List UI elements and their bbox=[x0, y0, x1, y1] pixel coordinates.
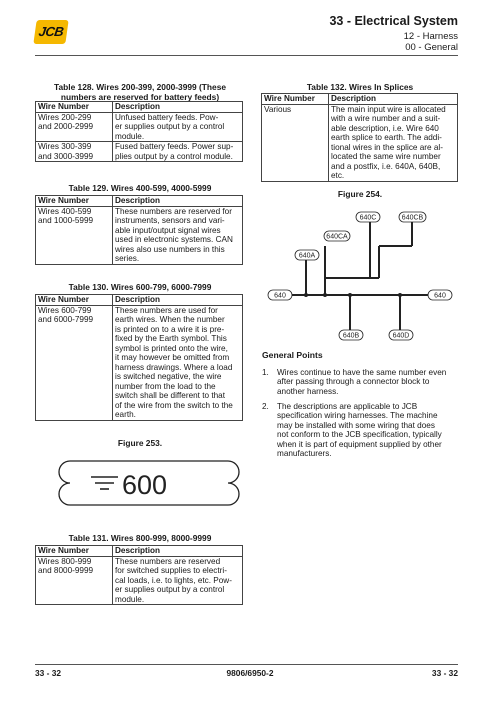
tag-640ca-text: 640CA bbox=[326, 233, 348, 241]
wire-number-cell bbox=[36, 206, 113, 264]
cell-line: The main input wire is allocated bbox=[331, 104, 446, 114]
cell-line: and 1000-5999 bbox=[38, 216, 94, 225]
col-header-wire-number: Wire Number bbox=[36, 546, 113, 557]
list-item bbox=[262, 368, 458, 396]
caption-line: numbers are reserved for battery feeds) bbox=[60, 92, 220, 102]
table-row bbox=[36, 556, 243, 605]
cell-line: and 6000-7999 bbox=[38, 315, 94, 324]
page-number-left: 33 - 32 bbox=[35, 668, 62, 678]
page-number-right: 33 - 32 bbox=[431, 668, 458, 678]
earth-symbol-icon bbox=[91, 477, 118, 489]
section-subtitle-2: 00 - General bbox=[405, 42, 458, 53]
cell-line: symbol is printed onto the wire, bbox=[115, 343, 228, 353]
table-128-caption bbox=[37, 82, 243, 102]
cell-line: earth. bbox=[115, 410, 136, 419]
text-line: after passing through a connector block to bbox=[277, 377, 430, 387]
col-header-description: Description bbox=[113, 196, 243, 207]
cell-line: Unfused battery feeds. Pow- bbox=[115, 112, 219, 122]
description-cell bbox=[113, 556, 243, 605]
tag-640-left-text: 640 bbox=[274, 292, 286, 300]
cell-line: These numbers are used for bbox=[115, 305, 218, 315]
wire-tags bbox=[268, 212, 452, 340]
cell-line: able description, i.e. Wire 640 bbox=[331, 123, 439, 133]
table-row bbox=[36, 305, 243, 420]
table-130 bbox=[35, 294, 243, 421]
cell-line: and a postfix, i.e. 640A, 640B, bbox=[331, 161, 441, 171]
jcb-logo bbox=[33, 20, 68, 44]
tag-640b-text: 640B bbox=[342, 332, 360, 340]
table-132 bbox=[261, 93, 458, 182]
figure-253-wire-label bbox=[58, 458, 240, 508]
cell-line: Wires 800-999 bbox=[38, 556, 92, 566]
section-subtitle-1: 12 - Harness bbox=[403, 31, 458, 42]
col-header-description: Description bbox=[113, 295, 243, 306]
description-cell bbox=[113, 142, 243, 162]
list-item-number: 1. bbox=[262, 368, 269, 377]
list-item-text bbox=[277, 402, 458, 458]
cell-line: series. bbox=[115, 254, 140, 263]
table-131 bbox=[35, 545, 243, 605]
cell-line: is switched negative, the wire bbox=[115, 372, 222, 381]
section-title: 33 - Electrical System bbox=[329, 14, 458, 28]
tag-640-right-text: 640 bbox=[434, 292, 446, 300]
table-131-caption: Table 131. Wires 800-999, 8000-9999 bbox=[68, 533, 212, 543]
tag-640cb-text: 640CB bbox=[401, 214, 424, 222]
table-129 bbox=[35, 195, 243, 265]
figure-254-splice-diagram bbox=[262, 205, 458, 347]
table-132-caption: Table 132. Wires In Splices bbox=[306, 82, 414, 92]
wire-number-cell bbox=[36, 305, 113, 420]
cell-line: instruments, sensors and vari- bbox=[115, 216, 225, 225]
cell-line: earth wires. When the number bbox=[115, 315, 225, 324]
text-line: Wires continue to have the same number even bbox=[277, 368, 447, 377]
col-header-description: Description bbox=[113, 546, 243, 557]
logo-text: JCB bbox=[37, 24, 65, 39]
list-item bbox=[262, 402, 458, 458]
cell-line: harness drawings. Where a load bbox=[115, 362, 233, 372]
cell-line: etc. bbox=[331, 171, 345, 180]
tag-640a-text: 640A bbox=[298, 252, 316, 260]
wire-number-cell bbox=[262, 104, 329, 181]
description-cell bbox=[329, 104, 458, 181]
description-cell bbox=[113, 112, 243, 142]
footer-rule bbox=[35, 664, 458, 665]
cell-line: with a wire number and a suit- bbox=[331, 114, 441, 123]
table-129-caption: Table 129. Wires 400-599, 4000-5999 bbox=[68, 183, 212, 193]
cell-line: number from the load to the bbox=[115, 381, 216, 391]
cell-line: module. bbox=[115, 594, 145, 604]
figure-254-caption: Figure 254. bbox=[337, 189, 383, 199]
col-header-wire-number: Wire Number bbox=[262, 94, 329, 105]
cell-line: and 3000-3999 bbox=[38, 151, 94, 161]
cell-line: located the same wire number bbox=[331, 152, 441, 161]
table-130-caption: Table 130. Wires 600-799, 6000-7999 bbox=[68, 282, 212, 292]
col-header-wire-number: Wire Number bbox=[36, 295, 113, 306]
wire-number-cell bbox=[36, 142, 113, 162]
col-header-wire-number: Wire Number bbox=[36, 102, 113, 113]
col-header-description: Description bbox=[329, 94, 458, 105]
text-line: when it is part of equipment supplied by other bbox=[277, 439, 442, 449]
cell-line: used in electronic systems. CAN bbox=[115, 235, 233, 244]
table-row bbox=[36, 142, 243, 162]
description-cell bbox=[113, 206, 243, 264]
cell-line: and 8000-9999 bbox=[38, 566, 94, 575]
general-points-heading: General Points bbox=[262, 350, 323, 360]
cell-line: Fused battery feeds. Power sup- bbox=[115, 142, 234, 151]
cell-line: Wires 300-399 bbox=[38, 142, 92, 151]
cell-line: able input/output signal wires bbox=[115, 225, 221, 235]
earth-wire-number: 600 bbox=[122, 470, 168, 500]
text-line: may be installed with some wiring that does bbox=[277, 420, 435, 430]
cell-line: Various bbox=[264, 104, 292, 114]
caption-line: Table 128. Wires 200-399, 2000-3999 (These bbox=[53, 82, 227, 92]
list-item-number: 2. bbox=[262, 402, 269, 411]
cell-line: Wires 400-599 bbox=[38, 206, 92, 216]
figure-253-caption: Figure 253. bbox=[117, 438, 163, 448]
cell-line: switch shall be different to that bbox=[115, 391, 225, 400]
wire-number-cell bbox=[36, 112, 113, 142]
text-line: The descriptions are applicable to JCB bbox=[277, 402, 418, 411]
cell-line: it may however be omitted from bbox=[115, 353, 230, 362]
col-header-wire-number: Wire Number bbox=[36, 196, 113, 207]
text-line: another harness. bbox=[277, 386, 339, 396]
cell-line: is printed on to a wire it is pre- bbox=[115, 324, 225, 334]
tag-640d-text: 640D bbox=[392, 332, 410, 340]
cell-line: for switched supplies to electri- bbox=[115, 566, 227, 575]
table-row bbox=[262, 104, 458, 181]
wire-number-cell bbox=[36, 556, 113, 605]
cell-line: er supplies output by a control bbox=[115, 122, 225, 131]
text-line: specification wiring harnesses. The machine bbox=[277, 411, 438, 421]
cell-line: of the wire from the switch to the bbox=[115, 400, 233, 410]
table-128 bbox=[35, 101, 243, 162]
cell-line: fixed by the Earth symbol. This bbox=[115, 334, 227, 343]
list-item-text bbox=[277, 368, 458, 396]
cell-line: module. bbox=[115, 131, 145, 141]
table-row bbox=[36, 206, 243, 264]
cell-line: plies output by a control module. bbox=[115, 151, 233, 161]
cell-line: earth splice to earth. The addi- bbox=[331, 133, 442, 142]
cell-line: These numbers are reserved for bbox=[115, 206, 232, 216]
cell-line: er supplies output by a control bbox=[115, 585, 225, 594]
cell-line: Wires 200-299 bbox=[38, 112, 92, 122]
cell-line: These numbers are reserved bbox=[115, 556, 221, 566]
splice-wires bbox=[292, 222, 428, 330]
cell-line: Wires 600-799 bbox=[38, 305, 92, 315]
text-line: manufacturers. bbox=[277, 449, 332, 459]
text-line: not conform to the JCB specification, typically bbox=[277, 430, 442, 440]
table-row bbox=[36, 112, 243, 142]
cell-line: wires also use numbers in this bbox=[115, 244, 225, 254]
document-number: 9806/6950-2 bbox=[226, 668, 274, 678]
col-header-description: Description bbox=[113, 102, 243, 113]
header-rule bbox=[35, 55, 458, 56]
cell-line: cal loads, i.e. to lights, etc. Pow- bbox=[115, 575, 232, 585]
cell-line: tional wires in the splice are al- bbox=[331, 142, 443, 152]
description-cell bbox=[113, 305, 243, 420]
tag-640c-text: 640C bbox=[359, 214, 377, 222]
cell-line: and 2000-2999 bbox=[38, 122, 94, 131]
